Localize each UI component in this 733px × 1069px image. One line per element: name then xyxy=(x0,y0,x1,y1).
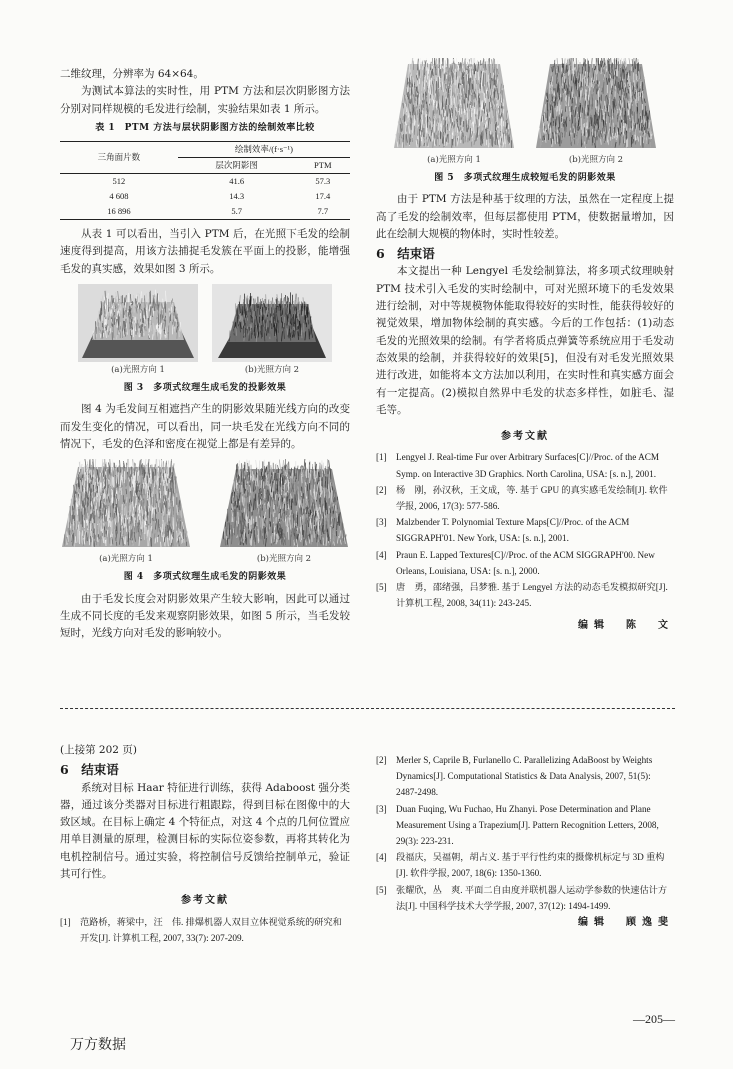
hair-strand xyxy=(130,476,131,488)
hair-strand xyxy=(160,491,161,498)
hair-strand xyxy=(225,527,226,539)
hair-strand xyxy=(582,135,583,144)
figure-4 xyxy=(60,453,350,565)
figure-4-caption: 图 4 多项式纹理生成毛发的阴影效果 xyxy=(123,572,287,583)
hair-strand xyxy=(147,500,148,512)
hair-strand xyxy=(102,504,103,508)
hair-strand xyxy=(236,303,237,316)
hair-strand xyxy=(123,518,124,529)
hair-strand xyxy=(151,505,152,511)
hair-strand xyxy=(114,317,115,324)
fur-shadow-image-a xyxy=(78,284,198,362)
hair-strand xyxy=(269,326,270,337)
paragraph-intro: 二维纹理，分辨率为 64×64。 xyxy=(60,68,204,80)
hair-strand xyxy=(412,88,413,95)
hair-strand xyxy=(597,84,598,89)
hair-strand xyxy=(230,330,231,338)
hair-strand xyxy=(88,465,89,469)
hair-strand xyxy=(303,493,304,498)
hair-strand xyxy=(419,59,420,69)
left-column-top xyxy=(60,66,350,642)
table1 xyxy=(60,141,350,220)
paragraph-fig4: 图 4 为毛发间互相遮挡产生的阴影效果随光线方向的改变而发生变化的情况，可以看出，同一块毛发在光线方向不同的情况下，毛发的色泽和密度在视觉上都是有差异的。 xyxy=(60,403,350,450)
hair-strand xyxy=(463,77,464,89)
hair-strand xyxy=(421,119,422,126)
figure-5b xyxy=(534,58,658,166)
hair-strand xyxy=(623,59,624,70)
hair-strand xyxy=(151,484,152,488)
hair-strand xyxy=(133,318,134,329)
table1-header-shadow: 层次阴影图 xyxy=(178,158,296,174)
hair-strand xyxy=(112,521,113,529)
figure-5a-label: (a)光照方向 1 xyxy=(427,155,481,165)
hair-strand xyxy=(168,480,169,490)
hair-strand xyxy=(613,101,614,113)
hair-strand xyxy=(499,81,500,89)
hair-strand xyxy=(130,530,131,540)
hair-strand xyxy=(540,128,541,139)
hair-strand xyxy=(299,314,300,321)
paragraph-test: 为测试本算法的实时性，用 PTM 方法和层次阴影图方法分别对同样规模的毛发进行绘制，实验结果如表 1 所示。 xyxy=(60,85,350,115)
hair-strand xyxy=(501,125,502,136)
table1-header-tri: 三角面片数 xyxy=(60,142,178,174)
hair-strand xyxy=(150,291,151,304)
hair-strand xyxy=(103,469,104,478)
hair-strand xyxy=(124,298,125,306)
hair-strand xyxy=(443,69,444,78)
hair-strand xyxy=(482,81,483,93)
hair-strand xyxy=(506,135,507,147)
hair-strand xyxy=(484,105,485,114)
hair-strand xyxy=(132,477,133,484)
hair-strand xyxy=(432,127,433,133)
hair-strand xyxy=(246,485,247,495)
hair-strand xyxy=(586,81,587,86)
hair-strand xyxy=(110,513,111,521)
hair-strand xyxy=(330,516,331,523)
hair-strand xyxy=(103,504,104,512)
hair-strand xyxy=(577,82,578,90)
hair-strand xyxy=(129,318,130,330)
hair-strand xyxy=(314,479,315,489)
hair-strand xyxy=(402,131,403,137)
hair-strand xyxy=(79,465,80,473)
figure-4a-label: (a)光照方向 1 xyxy=(99,554,153,565)
hair-strand xyxy=(479,77,480,84)
hair-strand xyxy=(100,501,101,512)
hair-strand xyxy=(426,111,427,118)
hair-strand xyxy=(244,465,245,471)
hair-strand xyxy=(266,294,267,307)
hair-strand xyxy=(252,317,253,323)
hair-strand xyxy=(106,494,107,505)
hair-strand xyxy=(278,468,279,473)
hair-strand xyxy=(298,466,299,471)
table1-header-eff: 绘制效率/(f·s⁻¹) xyxy=(178,142,350,158)
hair-strand xyxy=(157,323,158,330)
hair-strand xyxy=(549,122,550,128)
hair-strand xyxy=(261,480,262,488)
hair-strand xyxy=(320,521,321,525)
hair-strand xyxy=(70,506,71,516)
hair-strand xyxy=(178,522,179,533)
figure-5a xyxy=(392,58,516,166)
hair-strand xyxy=(434,133,435,137)
hair-strand xyxy=(234,528,235,533)
hair-strand xyxy=(115,463,116,468)
hair-strand xyxy=(292,503,293,516)
hair-strand xyxy=(257,309,258,317)
hair-strand xyxy=(303,530,304,537)
hair-strand xyxy=(135,317,136,323)
fur-image-5a xyxy=(392,58,516,152)
hair-strand xyxy=(296,536,297,545)
hair-strand xyxy=(269,462,270,472)
hair-strand xyxy=(245,480,246,489)
hair-strand xyxy=(280,494,281,499)
hair-strand xyxy=(162,476,163,482)
figure-4b xyxy=(218,459,350,565)
hair-strand xyxy=(255,501,256,510)
hair-strand xyxy=(559,117,560,129)
hair-strand xyxy=(265,320,266,331)
hair-strand xyxy=(290,515,291,520)
hair-strand xyxy=(501,118,502,126)
hair-strand xyxy=(637,111,638,124)
table-cell: 14.3 xyxy=(229,191,245,202)
hair-strand xyxy=(466,135,467,140)
hair-strand xyxy=(140,326,141,331)
table-row xyxy=(60,189,350,204)
hair-strand xyxy=(173,496,174,502)
hair-strand xyxy=(284,469,285,477)
figure-4a xyxy=(60,459,192,565)
figure-5 xyxy=(376,58,674,166)
hair-strand xyxy=(292,317,293,328)
hair-strand xyxy=(463,65,464,70)
table-cell: 4 608 xyxy=(109,191,129,202)
hair-strand xyxy=(431,74,432,79)
hair-strand xyxy=(249,504,250,512)
hair-strand xyxy=(420,139,421,146)
hair-strand xyxy=(411,99,412,104)
hair-strand xyxy=(449,132,450,144)
table-row xyxy=(60,204,350,220)
fur-image-5b xyxy=(534,58,658,152)
fur-image-4a xyxy=(60,459,192,551)
hair-strand xyxy=(463,121,464,127)
hair-strand xyxy=(593,84,594,88)
hair-strand xyxy=(117,322,118,328)
hair-strand xyxy=(493,73,494,79)
hair-strand xyxy=(285,534,286,546)
hair-strand xyxy=(316,534,317,540)
hair-strand xyxy=(134,304,135,313)
hair-strand xyxy=(622,81,623,89)
hair-strand xyxy=(133,463,134,469)
hair-strand xyxy=(612,136,613,146)
hair-strand xyxy=(159,508,160,513)
figure-3 xyxy=(60,278,350,376)
hair-strand xyxy=(173,517,174,526)
fur-shadow-image-b xyxy=(212,284,332,362)
hair-strand xyxy=(298,505,299,512)
table-cell: 512 xyxy=(112,176,126,187)
hair-strand xyxy=(609,98,610,105)
hair-strand xyxy=(448,88,449,93)
paragraph-after-table: 从表 1 可以看出，当引入 PTM 后，在光照下毛发的绘制速度得到提高，用该方法捕捉毛发簇在平面上的投影，能增强毛发的真实感，效果如图 3 所示。 xyxy=(60,228,350,275)
hair-strand xyxy=(300,304,301,309)
hair-strand xyxy=(406,135,407,145)
hair-strand xyxy=(444,113,445,120)
hair-strand xyxy=(280,475,281,487)
hair-strand xyxy=(163,461,164,470)
hair-strand xyxy=(92,467,93,471)
hair-strand xyxy=(568,59,569,68)
hair-strand xyxy=(72,515,73,524)
hair-strand xyxy=(582,74,583,85)
table-cell: 7.7 xyxy=(317,206,329,217)
hair-strand xyxy=(326,518,327,526)
hair-strand xyxy=(421,68,422,78)
hair-strand xyxy=(101,330,102,334)
hair-strand xyxy=(324,478,325,489)
hair-strand xyxy=(270,484,271,495)
hair-strand xyxy=(411,94,412,103)
hair-strand xyxy=(305,464,306,472)
hair-strand xyxy=(238,515,239,519)
hair-strand xyxy=(626,74,627,82)
hair-strand xyxy=(596,125,597,129)
hair-strand xyxy=(125,303,126,308)
table-row xyxy=(60,174,350,190)
hair-strand xyxy=(238,512,239,525)
figure-3a-label: (a)光照方向 1 xyxy=(111,365,165,376)
hair-strand xyxy=(601,86,602,91)
hair-strand xyxy=(424,69,425,73)
hair-strand xyxy=(308,320,309,325)
hair-strand xyxy=(560,87,561,94)
hair-strand xyxy=(86,492,87,499)
hair-strand xyxy=(627,93,628,100)
hair-strand xyxy=(238,526,239,536)
hair-strand xyxy=(271,301,272,308)
hair-strand xyxy=(317,513,318,517)
figure-3-caption: 图 3 多项式纹理生成毛发的投影效果 xyxy=(123,383,287,394)
hair-strand xyxy=(595,131,596,138)
table-cell: 16 896 xyxy=(107,206,131,217)
table-cell: 41.6 xyxy=(229,176,245,187)
hair-strand xyxy=(277,485,278,490)
hair-strand xyxy=(104,530,105,541)
right-column-top xyxy=(376,58,674,635)
figure-3b xyxy=(212,284,332,376)
hair-strand xyxy=(307,469,308,476)
hair-strand xyxy=(496,68,497,77)
hair-strand xyxy=(544,113,545,123)
paragraph-fig5-left: 由于毛发长度会对阴影效果产生较大影响，因此可以通过生成不同长度的毛发来观察阴影效果，如图 5 所示，当毛发较短时，光线方向对毛发的影响较小。 xyxy=(60,592,350,640)
hair-strand xyxy=(302,475,303,484)
table-cell: 57.3 xyxy=(315,176,331,187)
hair-strand xyxy=(235,323,236,328)
hair-strand xyxy=(456,72,457,80)
hair-strand xyxy=(153,472,154,484)
hair-strand xyxy=(177,314,178,319)
hair-strand xyxy=(92,493,93,498)
hair-strand xyxy=(285,515,286,521)
hair-strand xyxy=(249,496,250,502)
table1-header-ptm: PTM xyxy=(296,158,350,174)
hair-strand xyxy=(90,524,91,531)
hair-strand xyxy=(159,528,160,535)
hair-strand xyxy=(324,517,325,530)
hair-strand xyxy=(609,86,610,98)
hair-strand xyxy=(161,327,162,339)
table-cell: 17.4 xyxy=(315,191,331,202)
table-cell: 5.7 xyxy=(231,206,242,217)
hair-strand xyxy=(565,69,566,74)
figure-4b-label: (b)光照方向 2 xyxy=(256,554,312,565)
table1-caption: 表 1 PTM 方法与层状阴影图方法的绘制效率比较 xyxy=(95,122,315,133)
hair-strand xyxy=(75,540,76,547)
hair-strand xyxy=(157,491,158,499)
hair-strand xyxy=(116,530,117,542)
hair-strand xyxy=(277,471,278,476)
hair-strand xyxy=(638,137,639,141)
fur-image-4b xyxy=(218,459,350,551)
hair-strand xyxy=(279,528,280,536)
hair-strand xyxy=(406,124,407,134)
hair-strand xyxy=(174,316,175,321)
hair-strand xyxy=(503,99,504,104)
hair-strand xyxy=(230,530,231,535)
figure-3a xyxy=(78,284,198,376)
hair-strand xyxy=(165,495,166,501)
hair-strand xyxy=(257,517,258,527)
figure-3b-label: (b)光照方向 2 xyxy=(244,365,300,376)
hair-strand xyxy=(324,503,325,515)
hair-strand xyxy=(494,67,495,75)
hair-strand xyxy=(149,490,150,500)
hair-strand xyxy=(642,91,643,101)
hair-strand xyxy=(316,464,317,471)
